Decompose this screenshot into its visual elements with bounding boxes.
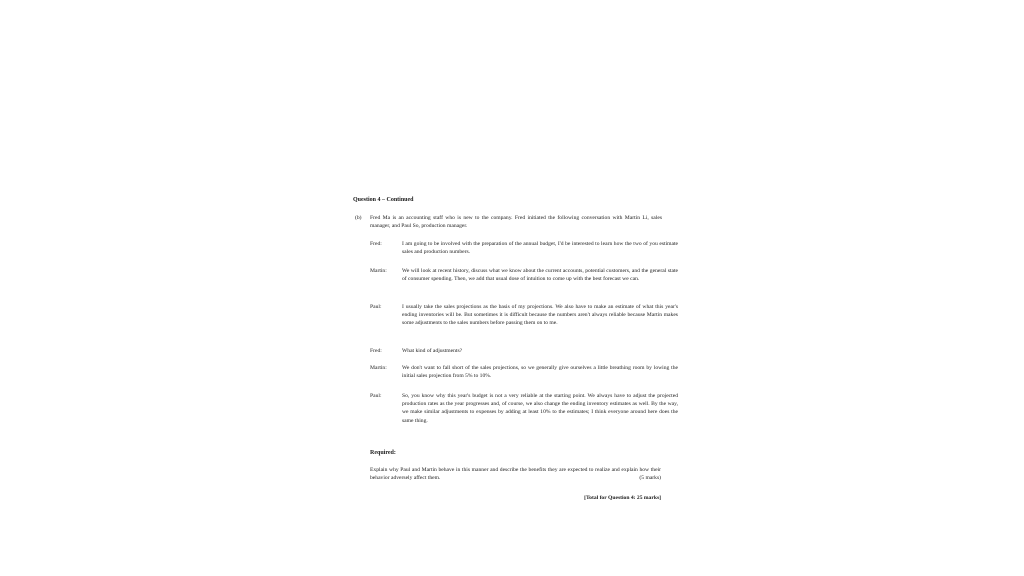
speaker-name: Fred: bbox=[370, 348, 382, 354]
speaker-name: Paul: bbox=[370, 393, 382, 399]
speech-text: I usually take the sales projections as the basis of my projections. We also have to make an estimate of what this year's ending inventories will be. But sometimes it is difficult because the numbers aren't always reliable because Martin makes some adjustments to the sales numbers before passing them on to me. bbox=[402, 304, 678, 327]
speech-text: I am going to be involved with the preparation of the annual budget, I'd be interested to learn how the two of you estimate sales and production numbers. bbox=[402, 241, 678, 256]
speech-text: So, you know why this year's budget is not a very reliable at the starting point. We always have to adjust the projected production rates as the year progresses and, of course, we also change the ending inventory estimates as well. By the way, we make similar adjustments to expenses by adding at least 10% to the estimates; I think everyone around here does the same thing. bbox=[402, 393, 678, 424]
required-label: Required: bbox=[370, 450, 396, 456]
total-marks: [Total for Question 4: 25 marks] bbox=[584, 495, 661, 501]
speaker-name: Fred: bbox=[370, 241, 382, 247]
speech-text: We will look at recent history, discuss what we know about the current accounts, potential customers, and the general state of consumer spending. Then, we add that usual dose of intuition to come up with the best forecast we can. bbox=[402, 268, 678, 283]
exam-page bbox=[353, 196, 678, 501]
part-label: (b) bbox=[355, 215, 362, 221]
marks-label: (5 marks) bbox=[639, 475, 661, 481]
required-text: Explain why Paul and Martin behave in this manner and describe the benefits they are expected to realize and explain how their behavior adversely affect them. bbox=[370, 467, 661, 482]
speech-text: We don't want to fall short of the sales projections, so we generally give ourselves a little breathing room by lowing the initial sales projection from 5% to 10%. bbox=[402, 365, 678, 380]
speaker-name: Martin: bbox=[370, 365, 387, 371]
speaker-name: Martin: bbox=[370, 268, 387, 274]
part-intro: Fred Ma is an accounting staff who is new to the company. Fred initiated the following conversation with Martin Li, sales manager, and Paul So, production manager. bbox=[370, 215, 662, 230]
question-heading: Question 4 – Continued bbox=[353, 197, 414, 203]
speaker-name: Paul: bbox=[370, 304, 382, 310]
speech-text: What kind of adjustments? bbox=[402, 348, 463, 354]
